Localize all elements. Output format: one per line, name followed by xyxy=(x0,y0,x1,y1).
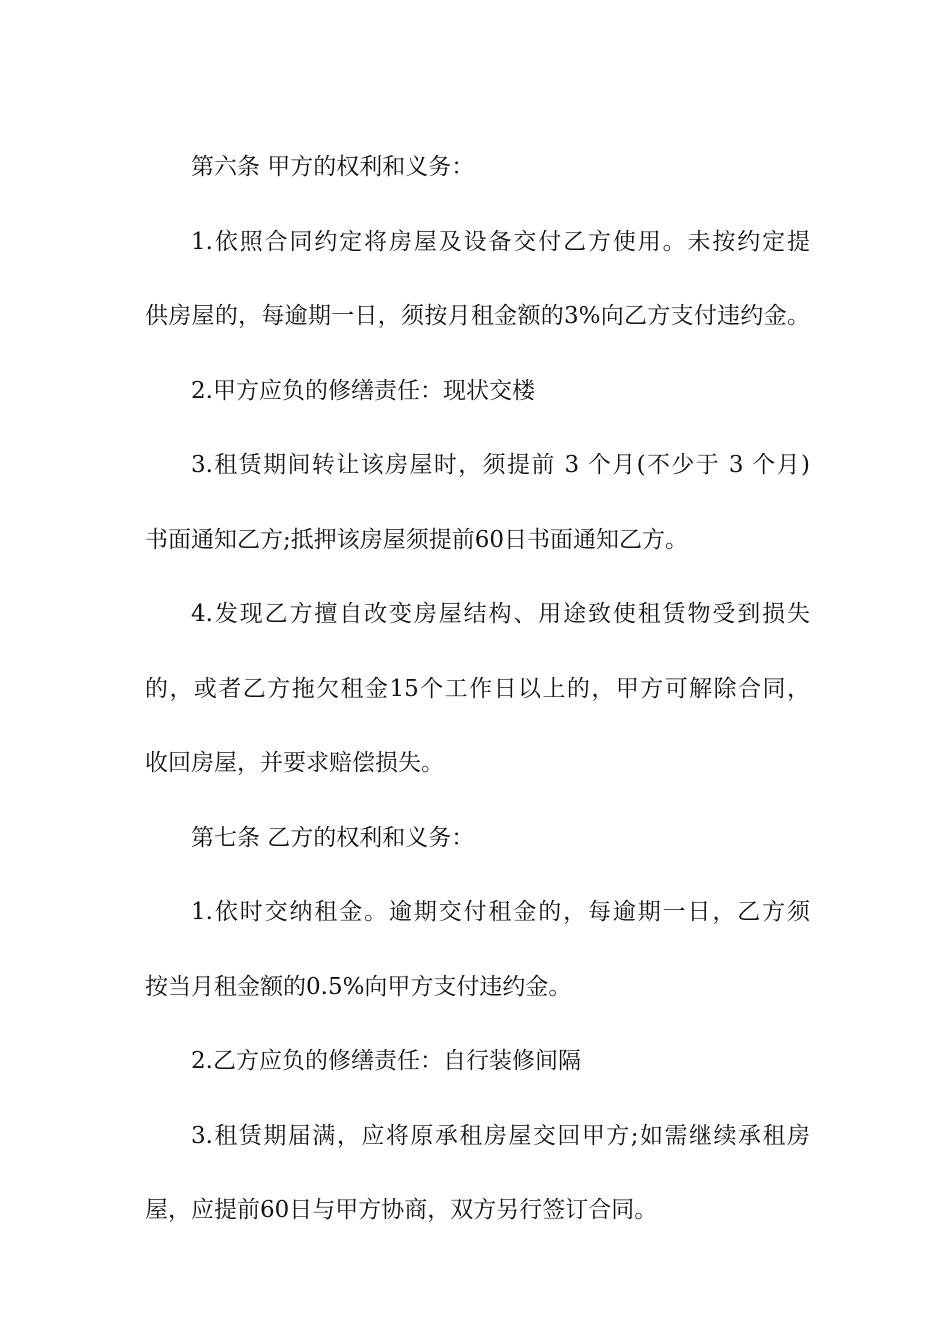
article-6-clause-1-line-2: 供房屋的，每逾期一日，须按月租金额的3%向乙方支付违约金。 xyxy=(145,303,810,329)
article-7-clause-1-line-1: 1.依时交纳租金。逾期交付租金的，每逾期一日，乙方须 xyxy=(191,899,810,925)
article-7-clause-1-line-2: 按当月租金额的0.5%向甲方支付违约金。 xyxy=(145,973,572,1000)
article-6-clause-4-line-2: 的，或者乙方拖欠租金15个工作日以上的，甲方可解除合同， xyxy=(145,675,810,702)
article-7-clause-3-line-1: 3.租赁期届满，应将原承租房屋交回甲方;如需继续承租房 xyxy=(191,1122,810,1149)
article-6-clause-3-line-1: 3.租赁期间转让该房屋时，须提前 3 个月(不少于 3 个月) xyxy=(191,452,810,478)
article-6-clause-2: 2.甲方应负的修缮责任：现状交楼 xyxy=(191,377,535,404)
article-6-clause-1-line-1: 1.依照合同约定将房屋及设备交付乙方使用。未按约定提 xyxy=(191,228,810,255)
article-6-clause-4-line-1: 4.发现乙方擅自改变房屋结构、用途致使租赁物受到损失 xyxy=(191,601,810,627)
article-6-heading: 第六条 甲方的权利和义务： xyxy=(191,154,475,180)
contract-text xyxy=(145,130,810,1248)
article-7-clause-3-line-2: 屋，应提前60日与甲方协商，双方另行签订合同。 xyxy=(145,1197,658,1223)
article-7-heading: 第七条 乙方的权利和义务： xyxy=(191,824,475,851)
article-7-clause-2: 2.乙方应负的修缮责任：自行装修间隔 xyxy=(191,1048,581,1074)
article-6-clause-4-line-3: 收回房屋，并要求赔偿损失。 xyxy=(145,750,444,776)
article-6-clause-3-line-2: 书面通知乙方;抵押该房屋须提前60日书面通知乙方。 xyxy=(145,526,689,553)
